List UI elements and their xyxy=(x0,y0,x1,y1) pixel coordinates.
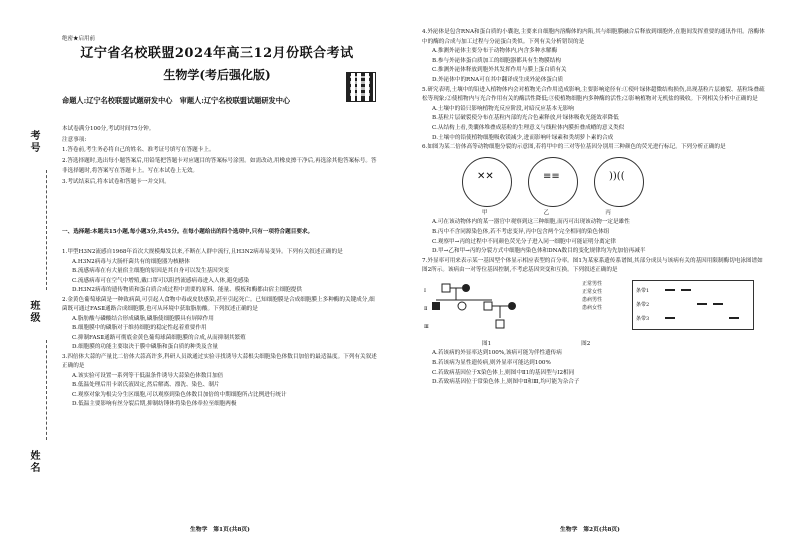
question-4 xyxy=(422,28,766,86)
figure-caption: 图2 xyxy=(581,340,591,347)
legend-item: 正常女性 xyxy=(582,288,603,295)
option: D.低温主要影响有丝分裂后期,抑制纺锤体将染色体牵拉至细胞两极 xyxy=(72,401,237,407)
makers-line: 命题人:辽宁名校联盟试题研发中心 审题人:辽宁名校联盟试题研发中心 xyxy=(62,96,291,105)
option: D.土壤中的铅使植物细胞吸收镁减少,进而影响叶绿素和类胡萝卜素的合成 xyxy=(432,134,614,141)
subject-title: 生物学(考后强化版) xyxy=(163,68,271,82)
secret-mark: 绝密★启用前 xyxy=(62,36,96,42)
option: C.流感病毒可在空气中增殖,戴口罩可以阻挡流感病毒进入人体,避免感染 xyxy=(72,277,250,284)
option: B.基粒片层破裂使分布在基粒内部的光合色素释放,叶绿体吸收光能效率降低 xyxy=(432,115,619,122)
section-heading: 一、选择题:本题共15小题,每小题3分,共45分。在每小题给出的四个选项中,只有一项符合题目要求。 xyxy=(62,229,314,235)
option: A.若该病的外显率达到100%,该病可能为伴性遗传病 xyxy=(432,350,562,357)
intro-line: 1.答卷前,考生务必将自己的姓名、准考证号填写在答题卡上。 xyxy=(62,147,215,153)
legend-item: 患病男性 xyxy=(582,296,603,303)
intro-line: 3.考试结束后,将本试卷和答题卡一并交回。 xyxy=(62,178,170,185)
question-5 xyxy=(422,86,766,144)
figure-caption: 图1 xyxy=(482,340,492,347)
option: C.若致病基因位于X染色体上,则图中Ⅱ1的基因型与Ⅰ2相同 xyxy=(432,369,575,376)
option: D.甲→乙和甲→丙的分裂方式中细胞内染色体和DNA数目的变化规律均为先加倍再减半 xyxy=(432,248,646,255)
cell-caption: 甲 xyxy=(482,209,488,216)
legend-item: 正常男性 xyxy=(582,280,603,287)
generation-label: Ⅲ xyxy=(424,323,429,330)
question-1 xyxy=(62,248,378,296)
option: A.脂肪酸与磷酸结合形成磷脂,磷脂使细胞膜具有屏障作用 xyxy=(72,315,214,322)
option: C.抑制FASⅡ通路可彻底金黄色葡萄球菌细胞膜的合成,从而抑制其繁殖 xyxy=(72,334,246,341)
option: C.推测外泌体释放到胞外其发挥作用与膜上蛋白质有关 xyxy=(432,67,567,74)
option: C.从结构上看,类囊体堆叠成基粒的生理意义与线粒体内膜折叠成嵴的意义类似 xyxy=(432,124,625,131)
cell-division-figure xyxy=(462,157,766,207)
exam-title: 辽宁省名校联盟2024年高三12月份联合考试 xyxy=(80,46,354,61)
gel-label: 条带1 xyxy=(636,287,650,294)
gel-band xyxy=(697,303,707,305)
option: B.流感病毒在有大量宿主细胞的原因是其自身可以发生基因突变 xyxy=(72,268,229,274)
binding-margin xyxy=(0,0,70,547)
option: A.该实验可设置一系列等干低温条件诱导大蒜染色体数目加倍 xyxy=(72,372,224,379)
instructions xyxy=(62,124,378,187)
option: D.外泌体中的RNA可在其中翻译成生成外泌体蛋白质 xyxy=(432,76,564,83)
generation-label: Ⅱ xyxy=(424,305,428,312)
left-questions xyxy=(62,248,378,410)
question-stem: 1.甲型H3N2流感自1968年首次大规模爆发以来,不断在人群中流行,且H3N2病毒易变异。下列有关叙述正确的是 xyxy=(62,249,343,255)
exam-number-label: 考号 xyxy=(28,130,39,154)
question-7 xyxy=(422,257,766,388)
gel-band xyxy=(713,303,723,305)
cell-captions xyxy=(482,209,766,219)
option: C.观察对象为根尖分生区细胞,可以观察到染色体数目加倍的中期细胞所占比例进行统计 xyxy=(72,391,287,398)
question-stem: 7.外显率可用来表示某一基因型个体显示相应表型的百分率。图1为某家系遗传系谱图,其部分成员与该病有关的基因用限制酶切电泳图谱如图2所示。该病由一对等位基因控制,不考虑基因突变和互换。下列叙述正确的是 xyxy=(422,257,763,274)
question-stem: 3.四倍体大蒜的产量比二倍体大蒜高许多,科研人员欲通过实验寻找诱导大蒜根尖细胞染色体数目加倍的最适温度。下列有关叙述正确的是 xyxy=(62,353,377,369)
legend-item: 患病女性 xyxy=(582,304,603,311)
cell-yi: ≡≡ xyxy=(528,157,578,207)
option: B.若该病为显性遗传病,则外显率可能达到100% xyxy=(432,360,551,367)
gel-band xyxy=(665,289,675,291)
question-3 xyxy=(62,353,378,410)
option: A.土壤中的铅只影响植物光反应阶段,对暗反应基本无影响 xyxy=(432,105,574,112)
exam-number-line xyxy=(46,170,47,290)
option: B.细胞膜中的磷脂对于维持细胞的稳定性起着重要作用 xyxy=(72,325,207,331)
electrophoresis-gel xyxy=(632,280,754,330)
cell-caption: 丙 xyxy=(605,209,611,216)
option: D.细胞膜的功能主要取决于膜中磷脂和蛋白质的种类及含量 xyxy=(72,344,218,350)
pedigree-legend xyxy=(582,280,622,336)
intro-line: 注意事项: xyxy=(62,136,87,143)
question-2 xyxy=(62,296,378,353)
generation-label: Ⅰ xyxy=(424,287,426,294)
question-stem: 6.如图为某二倍体高等动物细胞分裂的示意图,若将甲中的三对等位基因分别用三种颜色的荧光进行标记。下列分析正确的是 xyxy=(422,144,726,151)
option: D.若致病基因位于常染色体上,则图中Ⅱ和Ⅲ,均可能为杂合子 xyxy=(432,379,580,386)
option: A.推测外泌体主要分布于动物体内,内含多种水解酶 xyxy=(432,48,558,55)
gel-band xyxy=(729,317,739,319)
right-questions xyxy=(422,28,766,388)
gel-band xyxy=(665,317,675,319)
name-label: 姓名 xyxy=(28,450,39,474)
option: B.丙中不含同源染色体,若不考虑变异,丙中包含两个完全相同的染色体组 xyxy=(432,228,610,235)
class-line xyxy=(46,340,47,440)
question-stem: 5.研究表明,土壤中的铅进入植物体内会对植物光合作用造成影响,主要影响途径有:①使叶绿体超微结构损伤,出现基粒片层被裂、基粒垛叠疏松等现象;②使植物内与光合作用有关的酶活性降低;③使植物细胞内多种酶的活性;②影响植物对无机盐的吸收。下列相关分析中正确的是 xyxy=(422,86,765,103)
option: A.可在该动物体内的某一器官中观察到这三种细胞,而丙可出现该动物一定是雄性 xyxy=(432,219,630,226)
option: D.H3N2病毒的遗传物质和蛋白质合成过程中需要的原料、能量、模板和酶都由宿主细胞提供 xyxy=(72,287,302,293)
question-stem: 2.金黄色葡萄球菌是一种致病菌,可引起人食物中毒或皮肤感染,甚至引起死亡。已知细胞膜是合成细胞膜上多种酶的关键成分,细菌既可通过FASⅡ通路合成细胞膜,也可从环境中获取脂肪酸。下列叙述正确的是 xyxy=(62,296,375,312)
option: B.参与外泌体蛋白质加工的细胞器都具有生物膜结构 xyxy=(432,57,561,64)
gel-band xyxy=(681,289,691,291)
figure-captions xyxy=(482,340,766,350)
option: A.H3N2病毒与大肠杆菌共有的细胞器为核糖体 xyxy=(72,258,190,265)
footer-left: 生物学 第1页(共8页) xyxy=(190,527,250,533)
intro-line: 2.答选择题时,选出每小题答案后,用铅笔把答题卡对应题目的答案标号涂黑。如需改动,用橡皮擦干净后,再选涂其他答案标号。答非选择题时,将答案写在答题卡上。写在本试卷上无效。 xyxy=(62,157,377,174)
class-label: 班级 xyxy=(28,300,39,324)
footer-right: 生物学 第2页(共8页) xyxy=(560,527,620,533)
cell-bing: ))(( xyxy=(594,157,644,207)
pedigree-chart xyxy=(422,280,572,336)
gel-label: 条带2 xyxy=(636,301,650,308)
question-6 xyxy=(422,143,766,257)
option: C.观察甲→丙的过程中不同颜色荧光分子进入同一细胞中可能证明分离定律 xyxy=(432,238,616,245)
pedigree-figures xyxy=(422,280,766,336)
gel-label: 条带3 xyxy=(636,315,650,322)
option: B.低温处理后用卡诺氏液固定,然后解离、漂洗、染色、制片 xyxy=(72,382,220,388)
intro-line: 本试卷满分100分,考试时间75分钟。 xyxy=(62,126,155,132)
cell-caption: 乙 xyxy=(543,209,550,216)
question-stem: 4.外泌体是包含RNA和蛋白质的小囊泡,主要来自细胞内溶酶体的内陷,其与细胞膜融合后释放到细胞外,在胞间发挥重要的通讯作用。溶酶体中的酶的合成与加工过程与分泌蛋白类似。下列有关分析错误的是 xyxy=(422,29,765,45)
cell-jia: ✕✕ xyxy=(462,157,512,207)
